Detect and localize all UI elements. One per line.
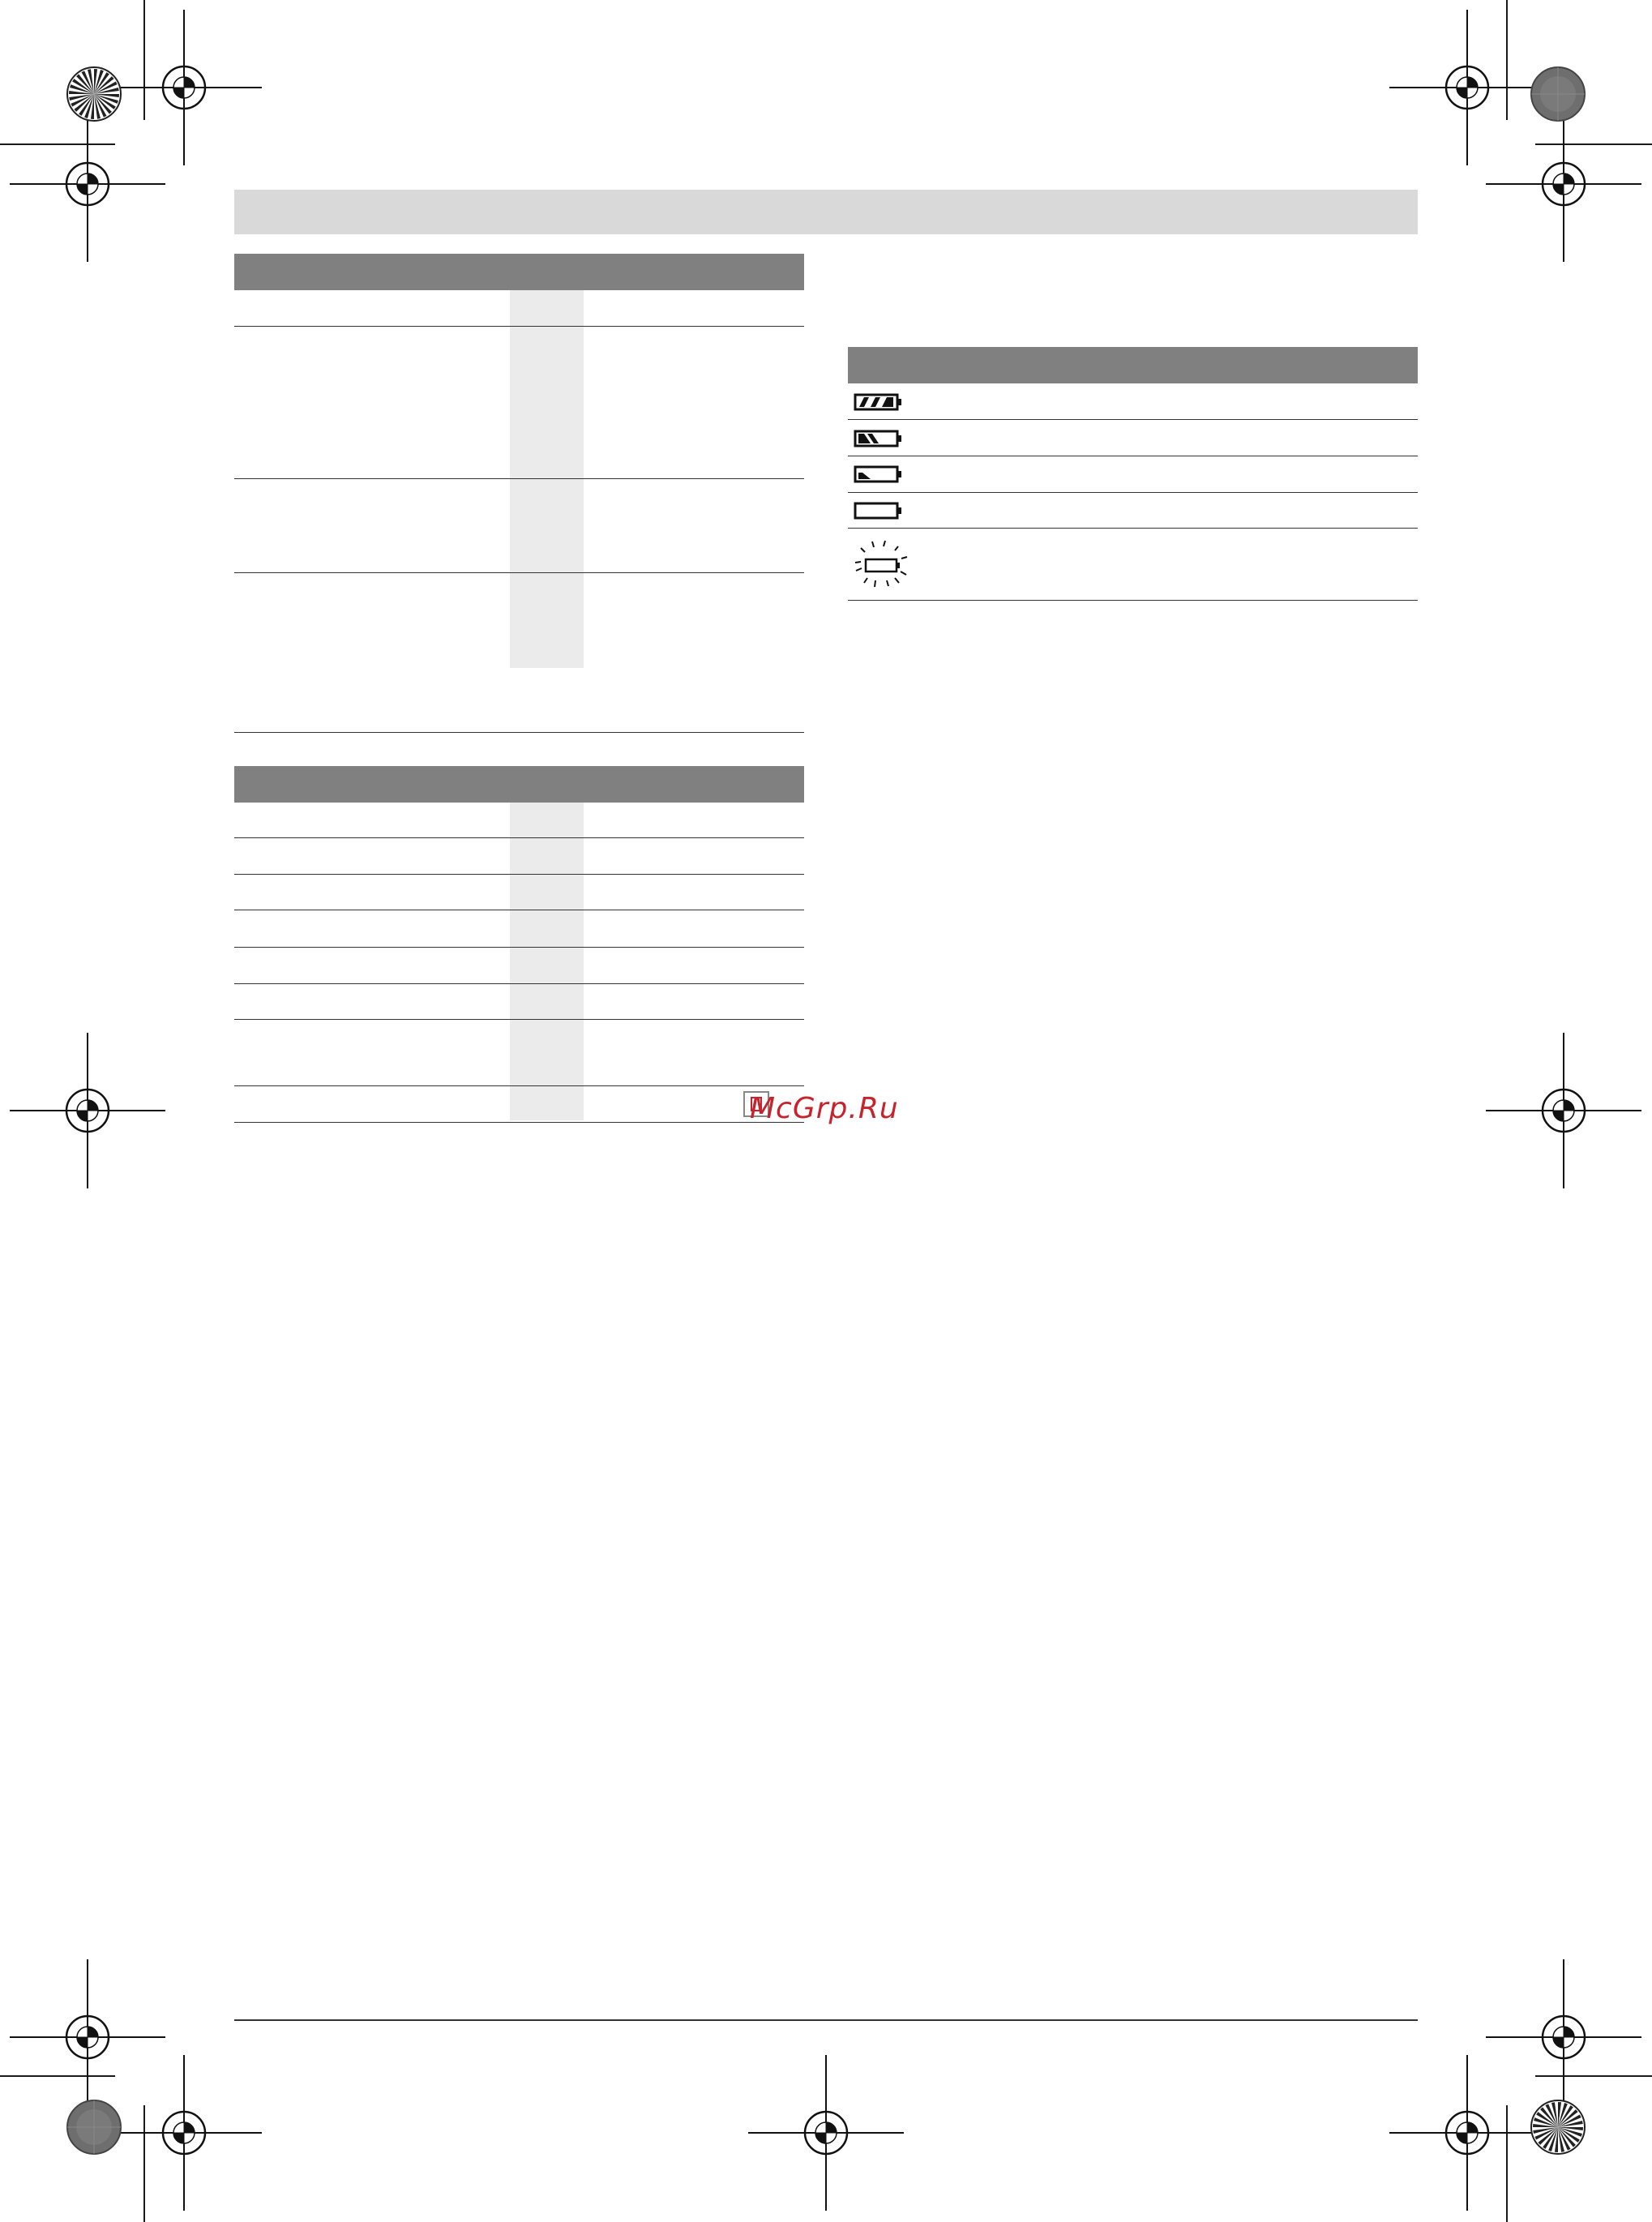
row-divider xyxy=(234,874,804,875)
row-divider xyxy=(234,478,804,479)
gray-calibration-disc-icon xyxy=(94,2127,95,2128)
watermark-text: McGrp.Ru xyxy=(750,1092,899,1125)
shaded-column xyxy=(510,803,584,1120)
starburst-wheel-icon xyxy=(94,94,95,95)
row-divider xyxy=(234,1085,804,1086)
row-divider xyxy=(234,1122,804,1123)
battery-table-header xyxy=(848,347,1418,383)
battery-one-third-icon xyxy=(854,465,903,485)
row-divider xyxy=(848,528,1418,529)
header-band xyxy=(234,190,1418,234)
row-divider xyxy=(234,1019,804,1020)
gray-calibration-disc-icon xyxy=(1558,94,1559,95)
crosshair-target-icon xyxy=(184,2133,185,2134)
crop-line xyxy=(1506,2105,1508,2222)
battery-full-icon xyxy=(854,393,903,413)
crosshair-target-icon xyxy=(1467,2133,1468,2134)
row-divider xyxy=(234,572,804,573)
crosshair-target-icon xyxy=(826,2133,827,2134)
shaded-column xyxy=(510,290,584,668)
table-header xyxy=(234,254,804,290)
row-divider xyxy=(234,837,804,838)
crop-line xyxy=(1506,0,1508,120)
battery-blinking-icon xyxy=(854,538,911,595)
row-divider xyxy=(848,492,1418,493)
crop-line xyxy=(0,143,115,145)
row-divider xyxy=(234,326,804,327)
crop-line xyxy=(0,2075,115,2077)
row-divider xyxy=(848,419,1418,420)
starburst-wheel-icon xyxy=(1558,2127,1559,2128)
crop-line xyxy=(1535,2075,1652,2077)
battery-two-thirds-icon xyxy=(854,430,903,449)
row-divider xyxy=(848,600,1418,601)
crop-line xyxy=(143,2105,145,2222)
crop-line xyxy=(143,0,145,120)
row-divider xyxy=(234,947,804,948)
row-divider xyxy=(234,732,804,733)
row-divider xyxy=(234,983,804,984)
table-header xyxy=(234,766,804,803)
battery-empty-icon xyxy=(854,502,903,521)
crop-line xyxy=(1535,143,1652,145)
footer-rule xyxy=(234,2019,1418,2021)
